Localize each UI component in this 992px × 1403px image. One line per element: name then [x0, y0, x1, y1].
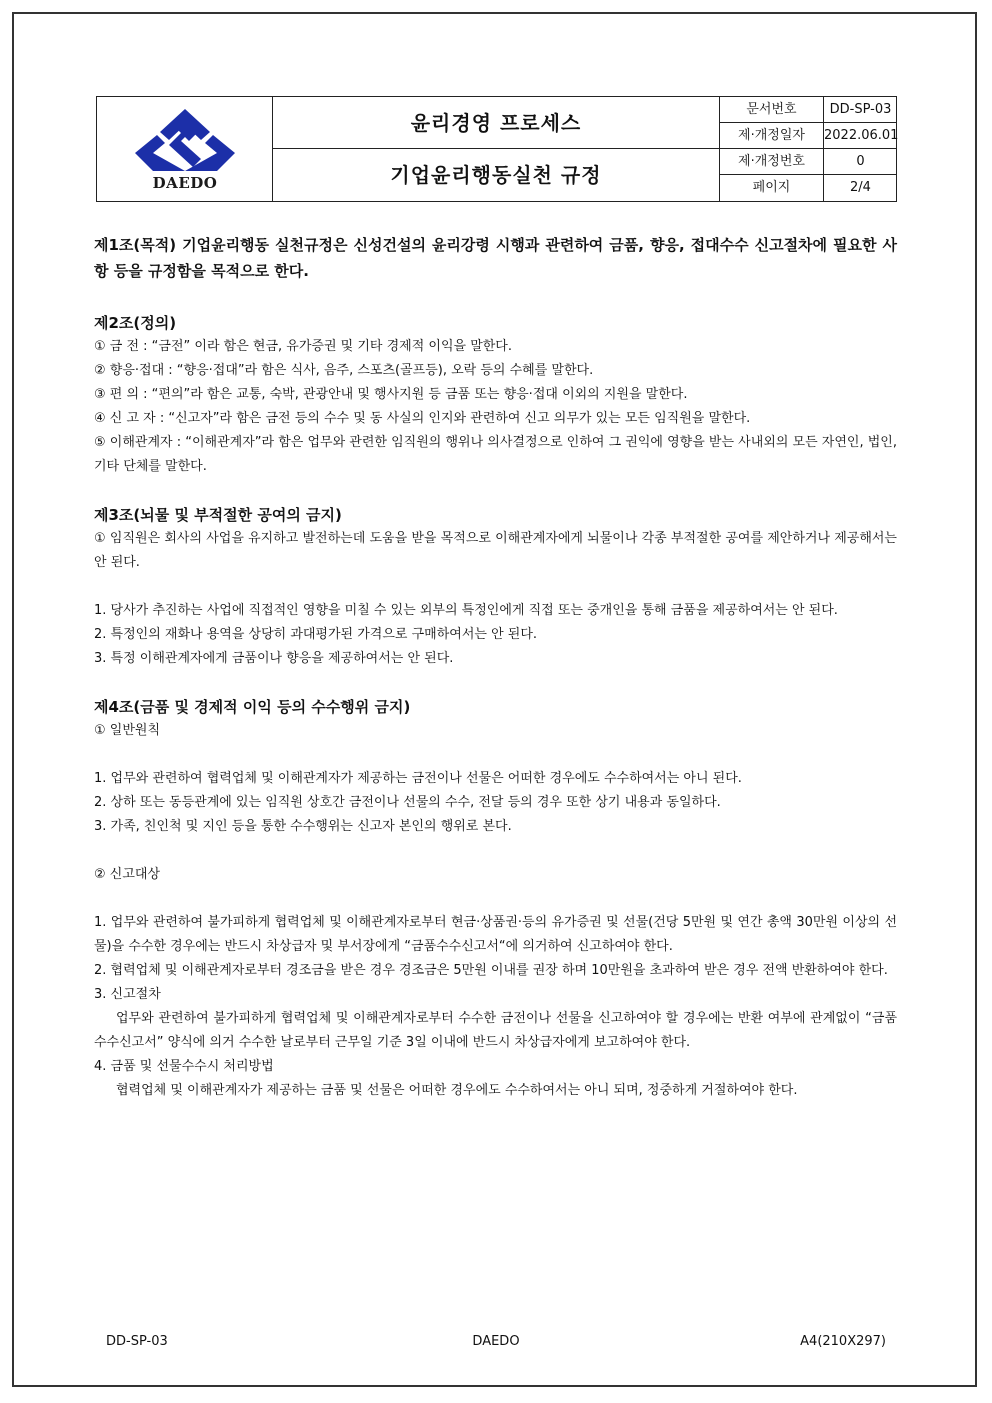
meta-row-page: [720, 175, 897, 201]
list-item: 2. 상하 또는 동등관계에 있는 임직원 상호간 금전이나 선물의 수수, 전달 등의 경우 또한 상기 내용과 동일하다.: [94, 795, 721, 810]
list-item: 1. 당사가 추진하는 사업에 직접적인 영향을 미칠 수 있는 외부의 특정인에게 직접 또는 중개인을 통해 금품을 제공하여서는 안 된다.: [94, 603, 838, 618]
list-item: 2. 특정인의 재화나 용역을 상당히 과대평가된 가격으로 구매하여서는 안 된다.: [94, 627, 538, 642]
meta-row-doc-no: [720, 97, 897, 123]
definition-item: ⑤ 이해관계자 : “이해관계자”라 함은 업무와 관련한 임직원의 행위나 의사결정으로 인하여 그 권익에 영향을 받는 사내외의 모든 자연인, 법인, 기타 단체를 말한다.: [94, 435, 897, 474]
document-header-table: [96, 96, 897, 202]
document-title: 기업윤리행동실천 규정: [390, 163, 602, 187]
footer-company: DAEDO: [472, 1334, 520, 1349]
list-item-title: 4. 금품 및 선물수수시 처리방법: [94, 1059, 274, 1074]
definition-item: ④ 신 고 자 : “신고자”라 함은 금전 등의 수수 및 동 사실의 인지와 관련하여 신고 의무가 있는 모든 임직원을 말한다.: [94, 411, 751, 426]
document-body: [94, 232, 897, 1103]
meta-label: 페이지: [720, 175, 824, 201]
list-item: 2. 협력업체 및 이해관계자로부터 경조금을 받은 경우 경조금은 5만원 이내를 권장 하며 10만원을 초과하여 받은 경우 전액 반환하여야 한다.: [94, 963, 888, 978]
list-item: 1. 업무와 관련하여 협력업체 및 이해관계자가 제공하는 금전이나 선물은 어떠한 경우에도 수수하여서는 아니 된다.: [94, 771, 742, 786]
footer-doc-number: DD-SP-03: [106, 1334, 168, 1349]
article-3-title: 제3조(뇌물 및 부적절한 공여의 금지): [94, 506, 342, 524]
list-item-body: 협력업체 및 이해관계자가 제공하는 금품 및 선물은 어떠한 경우에도 수수하여서는 아니 되며, 정중하게 거절하여야 한다.: [116, 1083, 798, 1098]
document-meta: [719, 97, 899, 201]
meta-label: 제·개정일자: [720, 123, 824, 149]
logo-text: DAEDO: [152, 174, 218, 192]
meta-row-revision-no: [720, 149, 897, 175]
article-2-title: 제2조(정의): [94, 314, 177, 332]
definition-item: ③ 편 의 : “편의”라 함은 교통, 숙박, 관광안내 및 행사지원 등 금품 또는 향응·접대 이외의 지원을 말한다.: [94, 387, 688, 402]
definition-item: ② 향응·접대 : “향응·접대”라 함은 식사, 음주, 스포츠(골프등), 오락 등의 수혜를 말한다.: [94, 363, 594, 378]
list-item: 3. 특정 이해관계자에게 금품이나 향응을 제공하여서는 안 된다.: [94, 651, 454, 666]
footer-paper-size: A4(210X297): [800, 1334, 886, 1349]
list-item: 3. 가족, 친인척 및 지인 등을 통한 수수행위는 신고자 본인의 행위로 본다.: [94, 819, 512, 834]
document-category-title: 윤리경영 프로세스: [273, 97, 719, 149]
meta-label: 문서번호: [720, 97, 824, 123]
meta-row-revision-date: [720, 123, 897, 149]
meta-value: DD-SP-03: [829, 102, 892, 117]
company-logo: [97, 97, 273, 201]
meta-label: 제·개정번호: [720, 149, 824, 175]
section-title-reporting: ② 신고대상: [94, 867, 161, 882]
list-item-title: 3. 신고절차: [94, 987, 161, 1002]
section-title-general: ① 일반원칙: [94, 723, 161, 738]
list-item-body: 업무와 관련하여 불가피하게 협력업체 및 이해관계자로부터 수수한 금전이나 선물을 신고하여야 할 경우에는 반환 여부에 관계없이 “금품수수신고서” 양식에 의거 수수한 날로부터 근무일 기준 3일 이내에 반드시 차상급자에게 보고하여야 한다.: [94, 1011, 897, 1050]
meta-value: 2022.06.01: [824, 128, 899, 143]
daedo-logo-icon: [135, 107, 235, 173]
article-4-title: 제4조(금품 및 경제적 이익 등의 수수행위 금지): [94, 698, 411, 716]
definition-item: ① 금 전 : “금전” 이라 함은 현금, 유가증권 및 기타 경제적 이익을 말한다.: [94, 339, 512, 354]
article-1-purpose: 제1조(목적) 기업윤리행동 실천규정은 신성건설의 윤리강령 시행과 관련하여 금품, 향응, 접대수수 신고절차에 필요한 사항 등을 규정함을 목적으로 한다.: [94, 236, 897, 280]
list-item: 1. 업무와 관련하여 불가피하게 협력업체 및 이해관계자로부터 현금·상품권·등의 유가증권 및 선물(건당 5만원 및 연간 총액 30만원 이상의 선물)을 수수한 경우에는 반드시 차상급자 및 부서장에게 “금품수수신고서“에 의거하여 신고하여야 한다.: [94, 915, 897, 954]
meta-value: 0: [856, 154, 865, 169]
article-3-lead: ① 임직원은 회사의 사업을 유지하고 발전하는데 도움을 받을 목적으로 이해관계자에게 뇌물이나 각종 부적절한 공여를 제안하거나 제공해서는 안 된다.: [94, 531, 897, 570]
meta-value: 2/4: [850, 180, 871, 195]
